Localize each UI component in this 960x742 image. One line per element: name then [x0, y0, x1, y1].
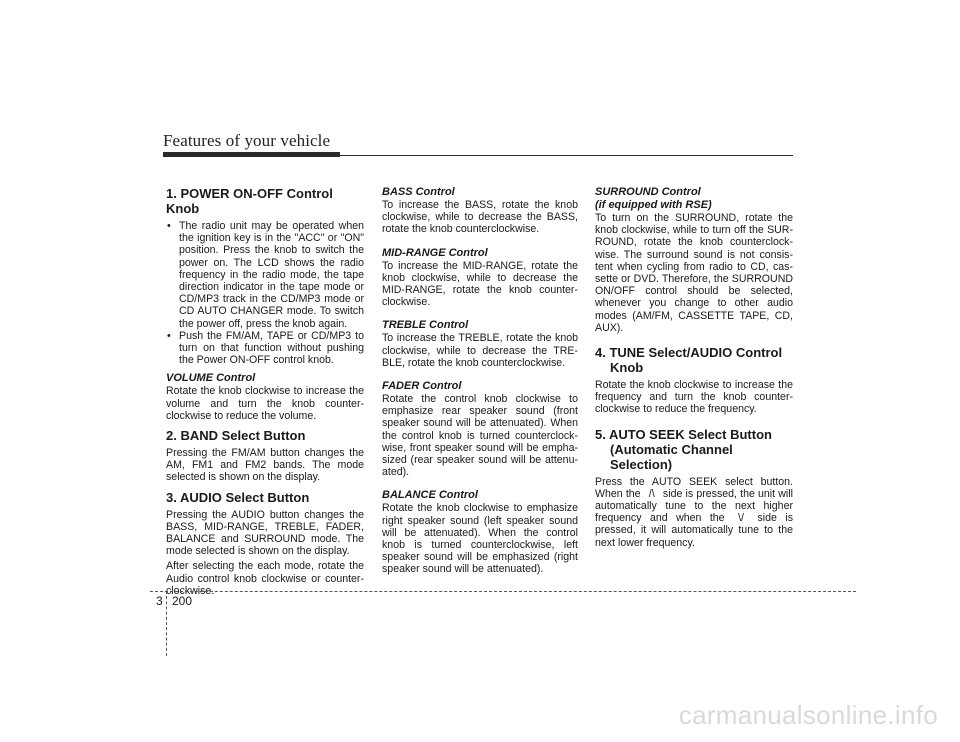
- section-heading-auto-seek: 5. AUTO SEEK Select Button (Automatic Channel Selection): [595, 426, 772, 472]
- subheading-volume: VOLUME Control: [166, 372, 256, 385]
- power-bullet-list: [166, 220, 364, 366]
- column-3: [595, 186, 793, 549]
- caret-down-icon: \/: [738, 512, 744, 525]
- paragraph-audio-1: Pressing the AUDIO button changes the BASS, MID-RANGE, TREBLE, FADER, BALANCE and SURROUND mode. The mode selected is shown on the display.: [166, 508, 364, 558]
- subheading-surround: SURROUND Control: [595, 186, 701, 198]
- paragraph-volume: Rotate the knob clockwise to increase the volume and turn the knob counter-clockwise to reduce the volume.: [166, 385, 364, 422]
- subheading-mid-range: MID-RANGE Control: [382, 246, 488, 259]
- footer-vertical-divider: [166, 591, 167, 656]
- subheading-surround-note: (if equipped with RSE): [595, 199, 712, 211]
- column-1: [166, 186, 364, 597]
- section-heading-band: 2. BAND Select Button: [166, 428, 306, 444]
- subheading-balance: BALANCE Control: [382, 489, 478, 502]
- auto-seek-text-c: side is pressed, it will automatically tune to the next lower frequency.: [595, 512, 794, 549]
- column-2: [382, 186, 578, 576]
- list-item: • Push the FM/AM, TAPE or CD/MP3 to turn on that function without pushing the Power ON-OFF control knob.: [166, 330, 364, 367]
- section-heading-audio: 3. AUDIO Select Button: [166, 489, 310, 505]
- paragraph-balance: Rotate the knob clockwise to emphasize right speaker sound (left speaker sound will be attenuated). When the control knob is turned counterclockwise, left speaker sound will be emphasized (right speaker sound will be attenuated).: [382, 502, 578, 576]
- watermark-text: carmanualsonline.info: [678, 700, 938, 730]
- section-heading-power: 1. POWER ON-OFF Control Knob: [166, 186, 333, 216]
- page-number: 200: [172, 594, 193, 608]
- paragraph-mid-range: To increase the MID-RANGE, rotate the knob clockwise, while to decrease the MID-RANGE, rotate the knob counter-clockwise.: [382, 259, 578, 309]
- list-item: • The radio unit may be operated when the ignition key is in the "ACC" or "ON" position. Press the knob to switch the power on. The LCD shows the radio frequency in the radio mode, the tape direction indicator in the tape mode or CD/MP3 track in the CD/MP3 mode or CD AUTO CHANGER mode. To switch the power off, press the knob again.: [166, 220, 364, 330]
- subheading-bass: BASS Control: [382, 186, 455, 198]
- paragraph-treble: To increase the TREBLE, rotate the knob clockwise, while to decrease the TRE-BLE, rotate the knob counterclockwise.: [382, 332, 578, 369]
- subheading-treble: TREBLE Control: [382, 319, 469, 332]
- footer-divider: [150, 591, 856, 592]
- paragraph-auto-seek: [595, 476, 793, 549]
- paragraph-surround: To turn on the SURROUND, rotate the knob clockwise, while to turn off the SUR-ROUND, rotate the knob counterclock-wise. The surround sound is not consis-tent when cycling from radio to CD, cas-sette or DVD. Therefore, the SURROUND ON/OFF control should be selected, whenever you change to other audio modes (AM/FM, CASSETTE TAPE, CD, AUX).: [595, 212, 793, 334]
- subheading-fader: FADER Control: [382, 380, 462, 393]
- paragraph-bass: To increase the BASS, rotate the knob clockwise, while to decrease the BASS, rotate the knob counterclockwise.: [382, 199, 578, 236]
- paragraph-band: Pressing the FM/AM button changes the AM, FM1 and FM2 bands. The mode selected is shown on the display.: [166, 447, 364, 484]
- section-number: 3: [156, 594, 163, 608]
- paragraph-tune: Rotate the knob clockwise to increase the frequency and turn the knob counter-clockwise to reduce the frequency.: [595, 379, 793, 416]
- paragraph-audio-2: After selecting the each mode, rotate the Audio control knob clockwise or counter-clockwise.: [166, 560, 364, 597]
- header-rule-thick: [163, 152, 340, 157]
- caret-up-icon: /\: [648, 487, 655, 500]
- auto-seek-text-b: side is pressed, the unit will automatically tune to the next higher frequency and when the: [595, 487, 793, 525]
- header-rule-thin: [340, 155, 793, 156]
- section-heading-tune: 4. TUNE Select/AUDIO Control Knob: [595, 345, 783, 376]
- paragraph-fader: Rotate the control knob clockwise to emphasize rear speaker sound (front speaker sound will be attenuated). When the control knob is turned counterclock-wise, front speaker sound will be empha-sized (rear speaker sound will be attenu-ated).: [382, 393, 578, 479]
- auto-seek-text-a: Press the AUTO SEEK select button. When the: [595, 475, 793, 500]
- page-header-title: Features of your vehicle: [163, 131, 331, 150]
